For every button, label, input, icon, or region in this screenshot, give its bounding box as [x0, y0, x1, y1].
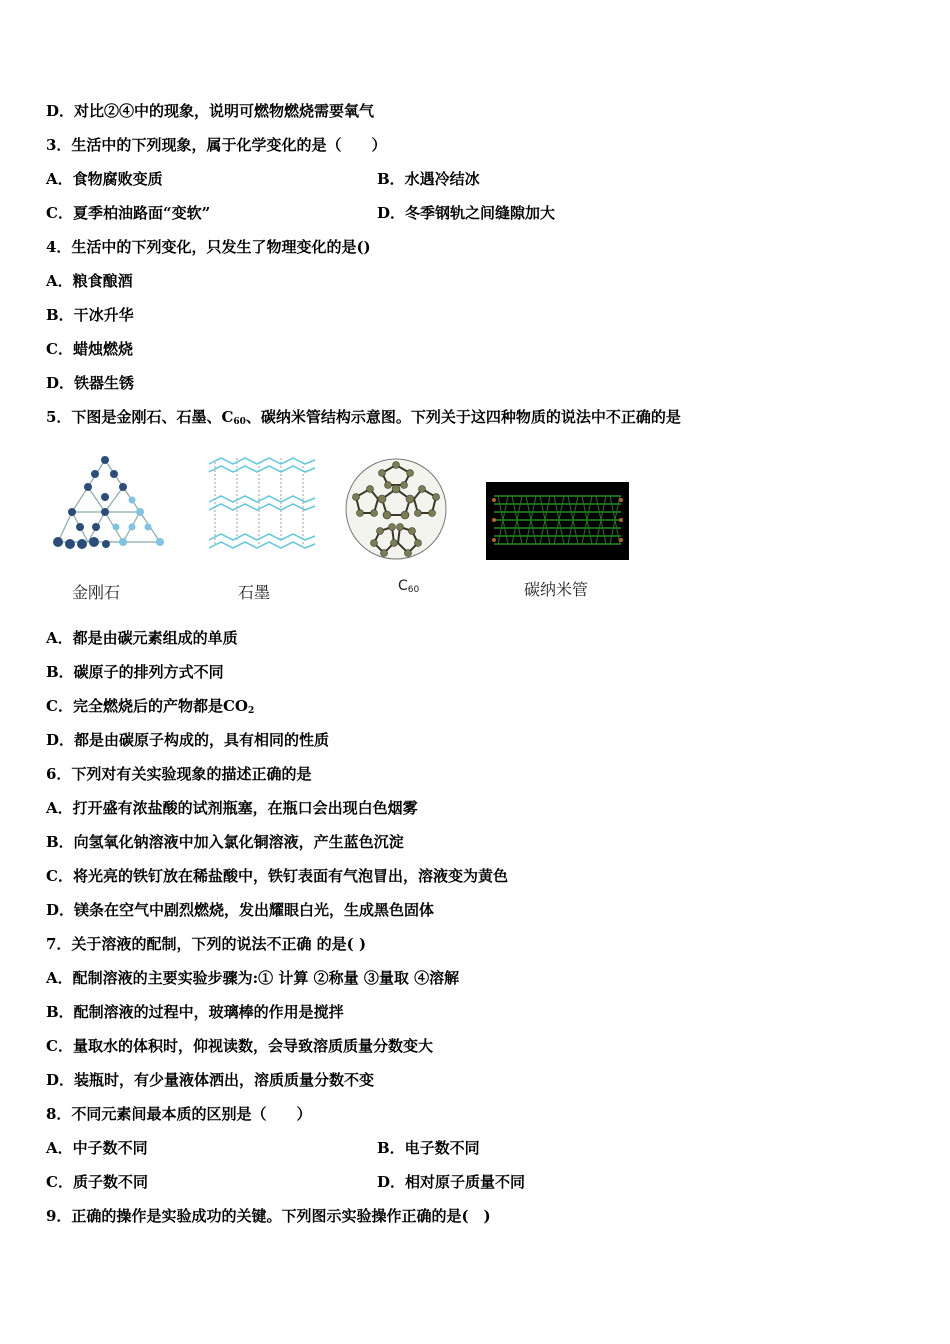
q5-option-d: D．都是由碳原子构成的，具有相同的性质 [46, 731, 330, 749]
question-5 [46, 407, 681, 432]
q6-option-d: D．镁条在空气中剧烈燃烧，发出耀眼白光，生成黑色固体 [46, 901, 435, 919]
q3-option-d: D．冬季钢轨之间缝隙加大 [377, 204, 556, 222]
caption-diamond: 金刚石 [72, 583, 121, 602]
caption-nanotube: 碳纳米管 [524, 580, 589, 599]
q6-option-c: C．将光亮的铁钉放在稀盐酸中，铁钉表面有气泡冒出，溶液变为黄色 [46, 867, 508, 885]
caption-c60-sub: 60 [407, 585, 420, 595]
q4-option-a: A．粮食酿酒 [46, 272, 133, 290]
line-d-prev: D．对比②④中的现象，说明可燃物燃烧需要氧气 [46, 102, 375, 120]
q5-option-c [46, 696, 254, 721]
q8-option-a: A．中子数不同 [46, 1139, 148, 1157]
nanotube-structure-image [486, 482, 629, 560]
question-4: 4．生活中的下列变化，只发生了物理变化的是() [46, 238, 371, 256]
q6-option-b: B．向氢氧化钠溶液中加入氯化铜溶液，产生蓝色沉淀 [46, 833, 404, 851]
q7-option-b: B．配制溶液的过程中，玻璃棒的作用是搅拌 [46, 1003, 344, 1021]
q7-option-a: A．配制溶液的主要实验步骤为:① 计算 ②称量 ③量取 ④溶解 [46, 969, 460, 987]
q8-option-d: D．相对原子质量不同 [377, 1173, 526, 1191]
caption-c60 [398, 578, 419, 595]
q5-option-c-sub: 2 [247, 706, 255, 716]
question-9: 9．正确的操作是实验成功的关键。下列图示实验操作正确的是( ) [46, 1207, 491, 1225]
q8-option-c: C．质子数不同 [46, 1173, 148, 1191]
q8-option-b: B．电子数不同 [377, 1139, 480, 1157]
q4-option-d: D．铁器生锈 [46, 374, 135, 392]
q3-option-a: A．食物腐败变质 [46, 170, 163, 188]
q5-sub-60: 60 [233, 417, 246, 427]
caption-graphite: 石墨 [238, 583, 271, 602]
c60-structure-image [340, 455, 452, 563]
q5-option-c-text: C．完全燃烧后的产物都是CO [46, 697, 248, 715]
q4-option-b: B．干冰升华 [46, 306, 134, 324]
question-6: 6．下列对有关实验现象的描述正确的是 [46, 765, 312, 783]
caption-c60-c: C [398, 578, 408, 594]
question-8: 8．不同元素间最本质的区别是（ ） [46, 1105, 312, 1123]
question-3: 3．生活中的下列现象，属于化学变化的是（ ） [46, 136, 387, 154]
q3-option-c: C．夏季柏油路面“变软” [46, 204, 211, 222]
q4-option-c: C．蜡烛燃烧 [46, 340, 133, 358]
q5-option-a: A．都是由碳元素组成的单质 [46, 629, 238, 647]
graphite-structure-image [205, 452, 317, 556]
q6-option-a: A．打开盛有浓盐酸的试剂瓶塞，在瓶口会出现白色烟雾 [46, 799, 418, 817]
q5-option-b: B．碳原子的排列方式不同 [46, 663, 224, 681]
q5-text-2: 、碳纳米管结构示意图。下列关于这四种物质的说法中不正确的是 [245, 408, 681, 426]
question-7: 7．关于溶液的配制，下列的说法不正确 的是( ) [46, 935, 367, 953]
q7-option-c: C．量取水的体积时，仰视读数，会导致溶质质量分数变大 [46, 1037, 433, 1055]
q7-option-d: D．装瓶时，有少量液体洒出，溶质质量分数不变 [46, 1071, 375, 1089]
q5-text-1: 5．下图是金刚石、石墨、C [46, 408, 234, 426]
q3-option-b: B．水遇冷结冰 [377, 170, 480, 188]
diamond-structure-image [48, 452, 170, 560]
